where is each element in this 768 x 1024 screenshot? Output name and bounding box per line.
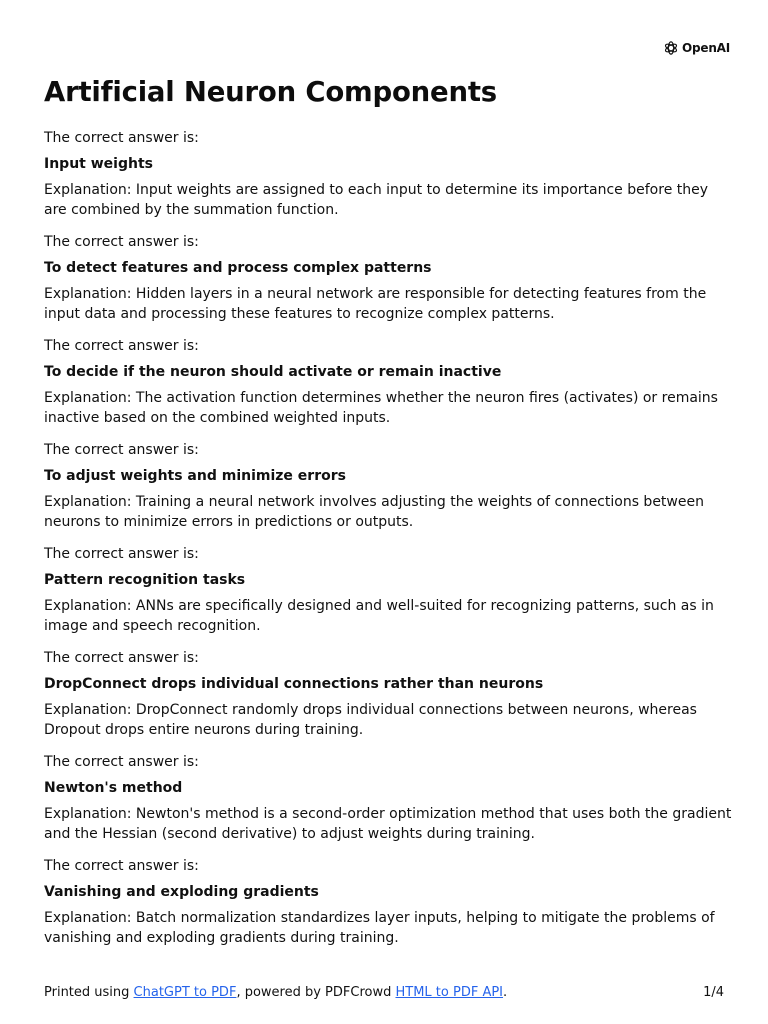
qa-answer: Pattern recognition tasks: [44, 572, 246, 588]
qa-list: [44, 128, 734, 960]
footer-credit: [44, 984, 507, 1002]
qa-intro: The correct answer is:: [44, 858, 199, 874]
qa-explanation: Explanation: Newton's method is a second-order optimization method that uses both the gradient and the Hessian (second derivative) to adjust weights during training.: [44, 806, 732, 842]
footer-suffix: .: [503, 985, 508, 1000]
qa-intro: The correct answer is:: [44, 338, 199, 354]
openai-logo-icon: [663, 40, 679, 56]
qa-answer: DropConnect drops individual connections rather than neurons: [44, 676, 544, 692]
qa-answer: Vanishing and exploding gradients: [44, 884, 319, 900]
qa-explanation: Explanation: Training a neural network involves adjusting the weights of connections between neurons to minimize errors in predictions or outputs.: [44, 494, 704, 530]
logo-text: OpenAI: [682, 41, 731, 55]
qa-intro: The correct answer is:: [44, 442, 199, 458]
qa-answer: Newton's method: [44, 780, 183, 796]
qa-answer: To decide if the neuron should activate or remain inactive: [44, 364, 502, 380]
footer-middle: , powered by PDFCrowd: [236, 985, 396, 1000]
qa-explanation: Explanation: Hidden layers in a neural network are responsible for detecting features from the input data and processing these features to recognize complex patterns.: [44, 286, 707, 322]
qa-item: [44, 856, 734, 948]
html-to-pdf-api-link[interactable]: HTML to PDF API: [395, 985, 504, 1000]
page-title: Artificial Neuron Components: [44, 76, 497, 108]
page-number: 1/4: [703, 985, 724, 1000]
qa-intro: The correct answer is:: [44, 754, 199, 770]
qa-answer: To detect features and process complex patterns: [44, 260, 432, 276]
qa-answer: Input weights: [44, 156, 153, 172]
chatgpt-to-pdf-link[interactable]: ChatGPT to PDF: [133, 985, 237, 1000]
footer-prefix: Printed using: [44, 985, 134, 1000]
qa-intro: The correct answer is:: [44, 546, 199, 562]
qa-explanation: Explanation: DropConnect randomly drops individual connections between neurons, whereas Dropout drops entire neurons during training.: [44, 702, 697, 738]
page-footer: [44, 984, 724, 1002]
qa-item: [44, 544, 734, 636]
qa-answer: To adjust weights and minimize errors: [44, 468, 346, 484]
qa-item: [44, 128, 734, 220]
openai-logo: [663, 40, 730, 56]
qa-item: [44, 648, 734, 740]
qa-explanation: Explanation: Input weights are assigned to each input to determine its importance before they are combined by the summation function.: [44, 182, 709, 218]
qa-item: [44, 336, 734, 428]
qa-intro: The correct answer is:: [44, 234, 199, 250]
qa-intro: The correct answer is:: [44, 650, 199, 666]
qa-item: [44, 232, 734, 324]
qa-item: [44, 752, 734, 844]
qa-item: [44, 440, 734, 532]
qa-explanation: Explanation: ANNs are specifically designed and well-suited for recognizing patterns, such as in image and speech recognition.: [44, 598, 714, 634]
qa-explanation: Explanation: The activation function determines whether the neuron fires (activates) or remains inactive based on the combined weighted inputs.: [44, 390, 718, 426]
qa-intro: The correct answer is:: [44, 130, 199, 146]
qa-explanation: Explanation: Batch normalization standardizes layer inputs, helping to mitigate the problems of vanishing and exploding gradients during training.: [44, 910, 715, 946]
